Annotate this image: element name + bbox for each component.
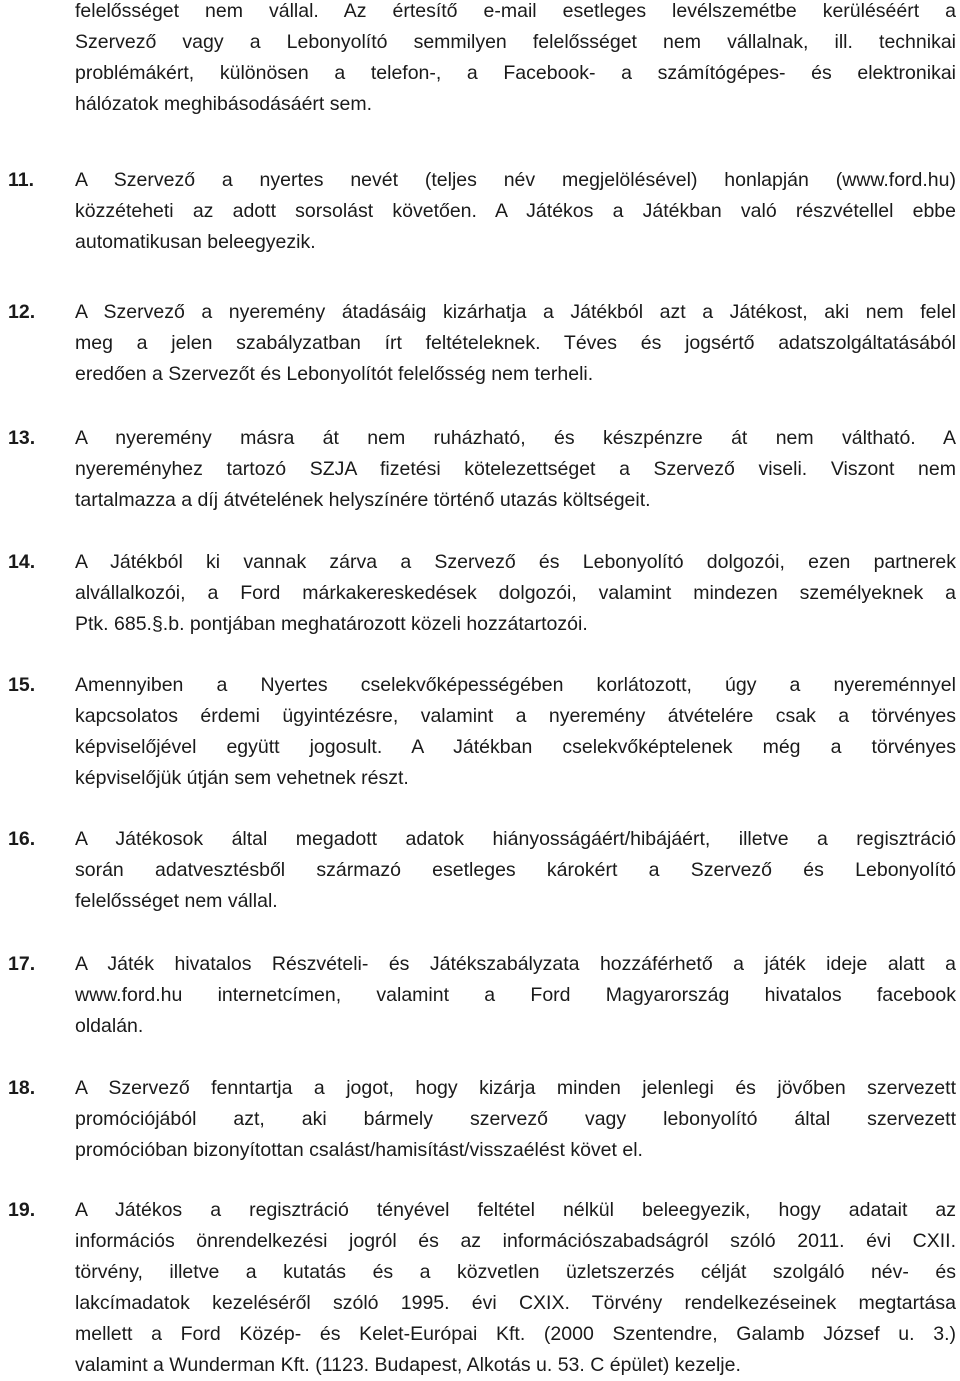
text-line: eredően a Szervezőt és Lebonyolítót felelősség nem terheli. xyxy=(75,362,594,385)
text-line: A Játékból ki vannak zárva a Szervező és Lebonyolító dolgozói, ezen partnerek xyxy=(75,551,956,573)
item-number: 14. xyxy=(8,551,36,573)
text-line: felelősséget nem vállal. Az értesítő e-mail esetleges levélszemétbe kerüléséért a xyxy=(75,0,956,22)
text-line: promócióban bizonyítottan csalást/hamisítást/visszaélést követ el. xyxy=(75,1138,643,1161)
item-paragraph xyxy=(75,423,956,516)
text-line: törvény, illetve a kutatás és a közvetlen üzletszerzés célját szolgáló név- és xyxy=(75,1260,956,1283)
text-line: A Szervező a nyertes nevét (teljes név megjelölésével) honlapján (www.ford.hu) xyxy=(75,169,956,191)
item-paragraph xyxy=(75,1073,956,1166)
item-number: 18. xyxy=(8,1077,36,1099)
item-number: 11. xyxy=(8,169,35,191)
text-line: automatikusan beleegyezik. xyxy=(75,230,316,253)
item-number: 13. xyxy=(8,427,36,449)
text-line: kapcsolatos érdemi ügyintézésre, valamint a nyeremény átvételére csak a törvényes xyxy=(75,704,956,727)
text-line: alvállalkozói, a Ford márkakereskedések dolgozói, valamint mindezen személyeknek a xyxy=(75,581,956,604)
intro-paragraph xyxy=(75,0,956,120)
item-paragraph xyxy=(75,165,956,258)
text-line: problémákért, különösen a telefon-, a Facebook- a számítógépes- és elektronikai xyxy=(75,61,956,84)
item-number: 16. xyxy=(8,828,36,850)
text-line: Ptk. 685.§.b. pontjában meghatározott közeli hozzátartozói. xyxy=(75,612,588,635)
text-line: A nyeremény másra át nem ruházható, és készpénzre át nem váltható. A xyxy=(75,427,956,449)
text-line: lakcímadatok kezeléséről szóló 1995. évi CXIX. Törvény rendelkezéseinek megtartása xyxy=(75,1291,956,1314)
text-line: képviselőjével együtt jogosult. A Játékban cselekvőképtelenek még a törvényes xyxy=(75,735,956,758)
text-line: A Játékosok által megadott adatok hiányosságáért/hibájáért, illetve a regisztráció xyxy=(75,828,956,850)
text-line: A Szervező a nyeremény átadásáig kizárhatja a Játékból azt a Játékost, aki nem felel xyxy=(75,301,956,323)
text-line: A Játék hivatalos Részvételi- és Játékszabályzata hozzáférhető a játék ideje alatt a xyxy=(75,953,956,975)
text-line: során adatvesztésből származó esetleges károkért a Szervező és Lebonyolító xyxy=(75,858,956,881)
text-line: képviselőjük útján sem vehetnek részt. xyxy=(75,766,409,789)
item-paragraph xyxy=(75,670,956,794)
text-line: valamint a Wunderman Kft. (1123. Budapest, Alkotás u. 53. C épület) kezelje. xyxy=(75,1353,741,1376)
text-line: mellett a Ford Közép- és Kelet-Európai Kft. (2000 Szentendre, Galamb József u. 3.) xyxy=(75,1322,956,1345)
item-paragraph xyxy=(75,824,956,917)
text-line: www.ford.hu internetcímen, valamint a Ford Magyarország hivatalos facebook xyxy=(75,983,956,1006)
item-number: 12. xyxy=(8,301,36,323)
text-line: hálózatok meghibásodásáért sem. xyxy=(75,92,373,115)
text-line: felelősséget nem vállal. xyxy=(75,889,278,912)
text-line: Amennyiben a Nyertes cselekvőképességében korlátozott, úgy a nyereménnyel xyxy=(75,674,956,696)
item-paragraph xyxy=(75,949,956,1042)
item-paragraph xyxy=(75,1195,956,1380)
text-line: tartalmazza a díj átvételének helyszínére történő utazás költségeit. xyxy=(75,488,651,511)
item-number: 15. xyxy=(8,674,36,696)
text-line: nyereményhez tartozó SZJA fizetési kötelezettséget a Szervező viseli. Viszont nem xyxy=(75,457,956,480)
item-number: 19. xyxy=(8,1199,36,1221)
text-line: meg a jelen szabályzatban írt feltételeknek. Téves és jogsértő adatszolgáltatásából xyxy=(75,331,956,354)
text-line: oldalán. xyxy=(75,1014,144,1037)
item-paragraph xyxy=(75,547,956,640)
text-line: A Szervező fenntartja a jogot, hogy kizárja minden jelenlegi és jövőben szervezett xyxy=(75,1077,956,1099)
text-line: Szervező vagy a Lebonyolító semmilyen felelősséget nem vállalnak, ill. technikai xyxy=(75,30,956,53)
item-paragraph xyxy=(75,297,956,390)
text-line: promóciójából azt, aki bármely szervező vagy lebonyolító által szervezett xyxy=(75,1107,956,1130)
item-number: 17. xyxy=(8,953,36,975)
text-line: közzéteheti az adott sorsolást követően. A Játékos a Játékban való részvétellel ebbe xyxy=(75,199,956,222)
text-line: A Játékos a regisztráció tényével feltétel nélkül beleegyezik, hogy adatait az xyxy=(75,1199,956,1221)
text-line: információs önrendelkezési jogról és az információszabadságról szóló 2011. évi CXII. xyxy=(75,1229,956,1252)
